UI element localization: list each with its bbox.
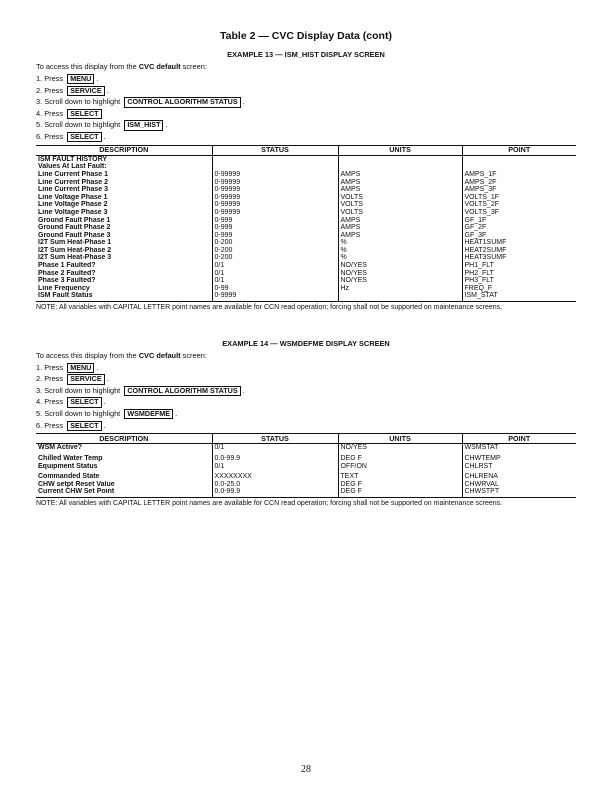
cell-status: 0/1	[212, 270, 338, 278]
cell-point: PH2_FLT	[462, 270, 576, 278]
step-punctuation: .	[103, 397, 106, 407]
example-13-intro	[36, 62, 576, 71]
table-row	[36, 155, 576, 163]
cell-status: 0/1	[212, 444, 338, 452]
table-row	[36, 444, 576, 452]
step-item	[36, 96, 576, 108]
table-row	[36, 285, 576, 293]
step-item	[36, 131, 576, 143]
step-text: Press	[44, 420, 64, 430]
cell-description: Ground Fault Phase 1	[38, 216, 111, 224]
cell-units: AMPS	[338, 232, 462, 240]
document-page	[36, 30, 576, 509]
cell-point: AMPS_3F	[462, 186, 576, 194]
step-text: Press	[44, 397, 64, 407]
intro-suffix: screen:	[180, 62, 207, 71]
cell-units: NO/YES	[338, 262, 462, 270]
softkey-control-algorithm-status[interactable]: CONTROL ALGORITHM STATUS	[124, 386, 240, 396]
step-text: Press	[44, 74, 64, 83]
cell-units: %	[338, 239, 462, 247]
cell-status: 0-999	[212, 224, 338, 232]
intro-prefix: To access this display from the	[36, 350, 139, 360]
step-item	[36, 396, 576, 408]
cell-status: 0-99999	[212, 186, 338, 194]
cell-units: AMPS	[338, 179, 462, 187]
softkey-menu[interactable]: MENU	[67, 363, 94, 373]
step-number: 4.	[36, 397, 43, 407]
cell-description: Line Voltage Phase 3	[38, 208, 108, 216]
table-row	[36, 217, 576, 225]
step-item	[36, 408, 576, 420]
cell-point: PH1_FLT	[462, 262, 576, 270]
page-number: 28	[301, 764, 311, 775]
cell-description: Equipment Status	[38, 462, 98, 470]
cell-description: Ground Fault Phase 3	[38, 231, 111, 239]
table-row	[36, 224, 576, 232]
cell-description: I2T Sum Heat-Phase 1	[38, 239, 112, 247]
cell-description: Phase 1 Faulted?	[38, 262, 96, 270]
table-row	[36, 163, 576, 171]
intro-bold: CVC default	[138, 350, 181, 360]
cell-description: Line Current Phase 1	[38, 170, 109, 178]
step-text: Scroll down to highlight	[44, 385, 121, 395]
cell-status: 0-200	[212, 254, 338, 262]
cell-description: I2T Sum Heat-Phase 3	[38, 254, 112, 262]
step-punctuation: .	[242, 97, 245, 107]
cell-point: FREQ_F	[462, 285, 576, 293]
example-14-steps	[36, 362, 576, 432]
step-text: Press	[44, 374, 64, 384]
softkey-service[interactable]: SERVICE	[67, 374, 104, 384]
table-row	[36, 277, 576, 285]
cell-point: GF_2F	[462, 224, 576, 232]
cell-status: 0/1	[212, 262, 338, 270]
cell-description: Chilled Water Temp	[38, 454, 103, 462]
cell-description: Line Current Phase 2	[38, 178, 109, 186]
cell-point: HEAT1SUMF	[462, 239, 576, 247]
step-number: 3.	[36, 97, 43, 107]
step-text: Press	[44, 85, 64, 95]
step-number: 1.	[36, 74, 43, 83]
cell-units: AMPS	[338, 224, 462, 232]
step-number: 6.	[36, 420, 43, 430]
cell-point: PH3_FLT	[462, 277, 576, 285]
header-units: UNITS	[338, 145, 462, 155]
cell-status: 0-99	[212, 285, 338, 293]
cell-point: VOLTS_2F	[462, 201, 576, 209]
step-item	[36, 73, 576, 85]
header-status: STATUS	[212, 145, 338, 155]
table-title: Table 2 — CVC Display Data (cont)	[220, 30, 392, 42]
table-body	[36, 155, 576, 301]
intro-suffix: screen:	[180, 350, 207, 360]
step-item	[36, 373, 576, 385]
cell-status: 0-999	[212, 232, 338, 240]
cell-description: Values At Last Fault:	[38, 163, 107, 171]
example-14-section	[36, 339, 576, 509]
example-13-title: EXAMPLE 13 — ISM_HIST DISPLAY SCREEN	[227, 50, 385, 59]
cell-status: 0-99999	[212, 209, 338, 217]
cell-description: ISM FAULT HISTORY	[38, 155, 108, 163]
cell-description: ISM Fault Status	[36, 292, 212, 301]
cell-status: 0-9999	[212, 292, 338, 301]
softkey-select[interactable]: SELECT	[67, 132, 101, 142]
header-point: POINT	[462, 434, 576, 444]
step-item	[36, 85, 576, 97]
step-punctuation: .	[96, 362, 99, 372]
step-punctuation: .	[96, 74, 99, 83]
table-row	[36, 209, 576, 217]
step-item	[36, 385, 576, 397]
step-number: 1.	[36, 362, 43, 372]
step-number: 6.	[36, 131, 43, 141]
cell-point: AMPS_2F	[462, 179, 576, 187]
cell-description: Phase 2 Faulted?	[38, 269, 96, 277]
step-text: Scroll down to highlight	[44, 120, 121, 130]
table-row	[36, 247, 576, 255]
header-point: POINT	[462, 145, 576, 155]
cell-units: DEG F	[338, 488, 462, 497]
step-punctuation: .	[175, 409, 178, 418]
cell-units: NO/YES	[338, 270, 462, 278]
cell-status: 0-99999	[212, 171, 338, 179]
step-number: 2.	[36, 374, 43, 384]
cell-units: VOLTS	[338, 201, 462, 209]
step-item	[36, 119, 576, 131]
cell-description: CHW setpt Reset Value	[38, 480, 115, 488]
cell-point: CHWRVAL	[462, 481, 576, 489]
step-punctuation: .	[165, 120, 168, 130]
table-row	[36, 470, 576, 481]
cell-point: ISM_STAT	[462, 292, 576, 301]
table-row	[36, 179, 576, 187]
cell-units: %	[338, 247, 462, 255]
cell-units: NO/YES	[338, 444, 462, 452]
softkey-ism-hist[interactable]: ISM_HIST	[124, 120, 163, 130]
cell-units: Hz	[338, 285, 462, 293]
cell-description: Commanded State	[38, 473, 100, 481]
softkey-service[interactable]: SERVICE	[67, 86, 104, 96]
cell-point: VOLTS_3F	[462, 209, 576, 217]
step-item	[36, 420, 576, 432]
step-text: Press	[44, 108, 64, 118]
cell-point: WSMSTAT	[462, 444, 576, 452]
cell-status: 0/1	[212, 277, 338, 285]
cell-units: TEXT	[338, 470, 462, 481]
table-row	[36, 186, 576, 194]
example-13-section	[36, 50, 576, 313]
softkey-select[interactable]: SELECT	[67, 109, 101, 119]
header-units: UNITS	[338, 434, 462, 444]
cell-point: GF_1F	[462, 217, 576, 225]
cell-point: GF_3F	[462, 232, 576, 240]
step-text: Press	[44, 362, 64, 372]
table-body	[36, 444, 576, 498]
example-13-note: NOTE: All variables with CAPITAL LETTER point names are available for CCN read operation; forcing shall not be supported on maintenance screens.	[36, 304, 503, 312]
intro-bold: CVC default	[138, 62, 181, 71]
softkey-menu[interactable]: MENU	[67, 74, 94, 84]
cell-description: Line Frequency	[38, 284, 90, 292]
cell-status: 0-99999	[212, 194, 338, 202]
table-row	[36, 292, 576, 301]
section-spacer	[36, 313, 576, 339]
cell-point: VOLTS_1F	[462, 194, 576, 202]
step-punctuation: .	[103, 420, 106, 430]
step-text: Scroll down to highlight	[44, 97, 121, 107]
cell-status	[212, 155, 338, 163]
cell-point: CHWTEMP	[462, 452, 576, 463]
cell-units: VOLTS	[338, 194, 462, 202]
table-header-row	[36, 434, 576, 444]
cell-point	[462, 163, 576, 171]
cell-point: CHWSTPT	[462, 488, 576, 497]
cell-status: 0-99999	[212, 201, 338, 209]
cell-units: AMPS	[338, 217, 462, 225]
cell-description: Phase 3 Faulted?	[38, 277, 96, 285]
cell-units	[338, 292, 462, 301]
table-row	[36, 201, 576, 209]
cell-status: 0-999	[212, 217, 338, 225]
step-item	[36, 108, 576, 120]
cell-description: WSM Active?	[38, 444, 83, 452]
table-row	[36, 254, 576, 262]
cell-description: Line Voltage Phase 2	[38, 201, 108, 209]
example-14-title: EXAMPLE 14 — WSMDEFME DISPLAY SCREEN	[222, 338, 390, 348]
cell-status: 0-200	[212, 239, 338, 247]
table-row	[36, 463, 576, 471]
step-punctuation: .	[106, 374, 109, 384]
header-description: DESCRIPTION	[36, 434, 212, 444]
cell-units: AMPS	[338, 186, 462, 194]
cell-point: CHLRENA	[462, 470, 576, 481]
table-row	[36, 232, 576, 240]
step-punctuation: .	[242, 385, 245, 395]
step-item	[36, 362, 576, 374]
cell-units: NO/YES	[338, 277, 462, 285]
cell-units: %	[338, 254, 462, 262]
table-row	[36, 488, 576, 497]
cell-point: HEAT3SUMF	[462, 254, 576, 262]
cell-status: 0-99999	[212, 179, 338, 187]
cell-description: Line Current Phase 3	[38, 186, 109, 194]
cell-status: 0.0-99.9	[212, 452, 338, 463]
cell-description: Ground Fault Phase 2	[38, 224, 111, 232]
cell-units: DEG F	[338, 481, 462, 489]
step-text: Scroll down to highlight	[44, 409, 121, 418]
cell-point: HEAT2SUMF	[462, 247, 576, 255]
step-text: Press	[44, 131, 64, 141]
table-row	[36, 239, 576, 247]
example-14-table	[36, 433, 576, 498]
cell-units: DEG F	[338, 452, 462, 463]
table-row	[36, 270, 576, 278]
softkey-select[interactable]: SELECT	[67, 421, 101, 431]
table-row	[36, 481, 576, 489]
cell-description: Current CHW Set Point	[36, 488, 212, 497]
step-number: 3.	[36, 385, 43, 395]
cell-status	[212, 163, 338, 171]
example-14-note: NOTE: All variables with CAPITAL LETTER point names are available for CCN read operation; forcing shall not be supported on maintenance screens.	[36, 499, 503, 507]
cell-point	[462, 155, 576, 163]
softkey-control-algorithm-status[interactable]: CONTROL ALGORITHM STATUS	[124, 97, 240, 107]
cell-description: I2T Sum Heat-Phase 2	[38, 246, 112, 254]
table-header-row	[36, 145, 576, 155]
cell-point: CHLRST	[462, 463, 576, 471]
cell-status: 0-200	[212, 247, 338, 255]
step-number: 5.	[36, 120, 43, 130]
step-punctuation: .	[106, 85, 109, 95]
header-status: STATUS	[212, 434, 338, 444]
table-row	[36, 171, 576, 179]
table-row	[36, 452, 576, 463]
step-number: 2.	[36, 85, 43, 95]
step-number: 4.	[36, 108, 43, 118]
step-punctuation: .	[103, 131, 106, 141]
header-description: DESCRIPTION	[36, 145, 212, 155]
intro-prefix: To access this display from the	[36, 62, 139, 71]
cell-units	[338, 163, 462, 171]
cell-units: OFF/ON	[338, 463, 462, 471]
cell-units	[338, 155, 462, 163]
cell-units: VOLTS	[338, 209, 462, 217]
softkey-select[interactable]: SELECT	[67, 397, 101, 407]
cell-status: 0/1	[212, 463, 338, 471]
example-13-steps	[36, 73, 576, 143]
cell-status: XXXXXXXX	[212, 470, 338, 481]
softkey-wsmdefme[interactable]: WSMDEFME	[124, 409, 173, 419]
example-14-intro	[36, 351, 576, 360]
table-row	[36, 262, 576, 270]
table-row	[36, 194, 576, 202]
cell-point: AMPS_1F	[462, 171, 576, 179]
step-number: 5.	[36, 409, 43, 418]
cell-status: 0.0-25.0	[212, 481, 338, 489]
example-13-table	[36, 145, 576, 302]
cell-units: AMPS	[338, 171, 462, 179]
cell-description: Line Voltage Phase 1	[38, 193, 108, 201]
cell-status: 0.0-99.9	[212, 488, 338, 497]
